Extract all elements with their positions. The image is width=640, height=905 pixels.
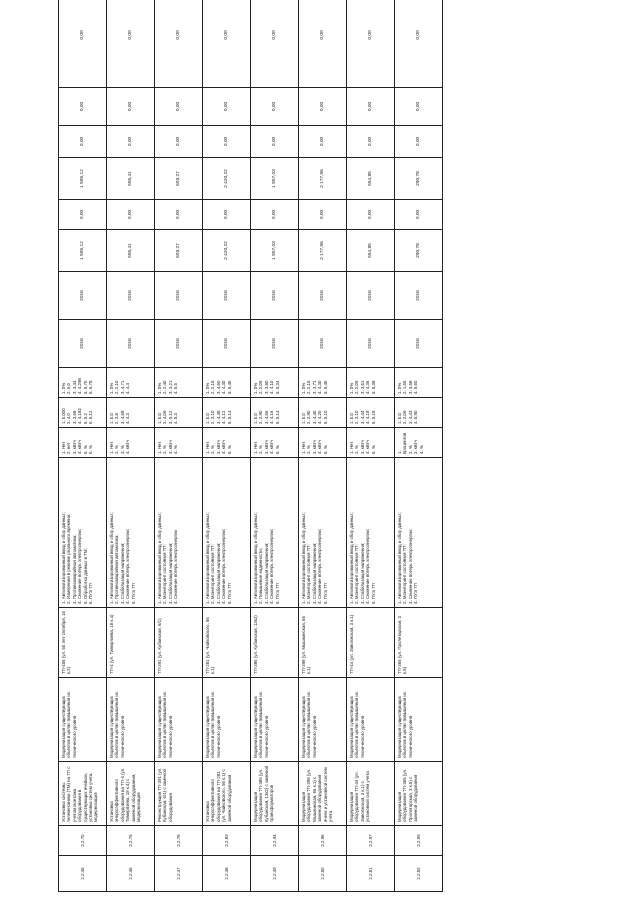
object-location: ТП-391 (ул. Кубанская, 6/1) — [155, 608, 203, 678]
values-after: 1. 0% 2. 1,55 3. 3,58 4. 5,60 — [395, 368, 443, 398]
end-year: 2016 — [299, 272, 347, 320]
cost-remaining: 0,00 — [395, 88, 443, 126]
end-year: 2016 — [251, 272, 299, 320]
units-list: 1. Нет 2. % 3. % 4. кВтч — [107, 428, 155, 458]
cost-other: 0,00 — [251, 126, 299, 158]
start-year: 2016 — [155, 320, 203, 368]
object-location: ТП-281 (ул. Чайковского, 56 к.1) — [203, 608, 251, 678]
row-number: 2.2.49 — [251, 856, 299, 892]
values-before: 1. 0,0 2. 2,90 3. 4,40 4. 4,20 5. 5,10 — [299, 398, 347, 428]
table-row — [107, 0, 155, 892]
units-list: 1. Нет 2. % 3. кВтч 4. кВтч 5. % — [347, 428, 395, 458]
end-year: 2016 — [395, 272, 443, 320]
measures-list: 1. Автоматизированный ввод и сбор данных; 2. Измерения в режиме реального времени; 3. Противоаварийная автоматика; 4. Снижение потерь электроэнергии; 5. Обработка данных в ТМ; 6. ПУЭ ТП — [59, 458, 107, 608]
cost-remaining: 0,00 — [155, 88, 203, 126]
cost-own: 0,00 — [203, 200, 251, 230]
cost-own: 0,00 — [395, 200, 443, 230]
cost-reserve: 0,00 — [395, 0, 443, 88]
cost-total: 554,85 — [347, 230, 395, 272]
project-type: Модернизация существующих объектов в целях повышения их технического уровня — [251, 678, 299, 762]
cost-remaining: 0,00 — [299, 88, 347, 126]
table-row — [395, 0, 443, 892]
project-code: 2.2.97 — [347, 826, 395, 856]
values-before: 1. 0,000 2. 4,0 3. 3,68 4. 4,182 5. 5,2 6. 5,12 — [59, 398, 107, 428]
project-code: 2.2.78 — [155, 826, 203, 856]
cost-financed: 2 177,56 — [299, 158, 347, 200]
values-before: 1. 0,0 2. 3,8 3. 4,68 4. 4,3 — [107, 398, 155, 428]
values-after: 1. 0% 2. 2,05 3. 3,80 4. 4,10 5. 5,34 — [251, 368, 299, 398]
start-year: 2016 — [59, 320, 107, 368]
cost-total: 2 177,56 — [299, 230, 347, 272]
cost-financed: 290,78 — [395, 158, 443, 200]
row-number: 2.2.50 — [299, 856, 347, 892]
cost-remaining: 0,00 — [107, 88, 155, 126]
values-before: 1. 0,0 2. 2,06 3. 4,43 4. 5,90 — [395, 398, 443, 428]
cost-total: 555,41 — [107, 230, 155, 272]
project-description: Установка системы телемеханики (ТМ) на ТП с учетом монтажа оборудования в существующих ячейках, установка систем учета, модернизация — [59, 762, 107, 826]
cost-own: 0,00 — [299, 200, 347, 230]
values-after: 1. 0% 2. 2,10 3. 4,71 4. 4,4 — [107, 368, 155, 398]
project-type: Модернизация существующих объектов в целях повышения их технического уровня — [395, 678, 443, 762]
project-code: 2.2.75 — [107, 826, 155, 856]
start-year: 2016 — [251, 320, 299, 368]
end-year: 2016 — [203, 272, 251, 320]
cost-financed: 555,41 — [107, 158, 155, 200]
cost-other: 0,00 — [299, 126, 347, 158]
values-after: 1. 0% 2. 6,0 3. 3,44 4. 4,298 5. 5,70 6. 5,78 — [59, 368, 107, 398]
measures-list: 1. Автоматизированный ввод и сбор данных; 2. Мониторинг состояния ТП; 3. Стабилизация напряжения; 4. Снижение потерь электроэнергии; 5. ПУЭ ТП — [299, 458, 347, 608]
table-row — [203, 0, 251, 892]
cost-reserve: 0,00 — [155, 0, 203, 88]
table-row — [59, 0, 107, 892]
values-after: 1. 0% 2. 2,15 3. 4,60 4. 4,30 5. 5,40 — [203, 368, 251, 398]
cost-own: 0,00 — [59, 200, 107, 230]
values-after: 1. 0% 2. 2,05 3. 3,61 4. 4,36 5. 5,38 — [347, 368, 395, 398]
cost-remaining: 0,00 — [347, 88, 395, 126]
cost-total: 603,27 — [155, 230, 203, 272]
values-before: 1. 0,0 2. 3,10 3. 4,48 4. 4,12 5. 5,14 — [203, 398, 251, 428]
units-list: 1. Нет 2. нет 3. кВтч 4. кВтч 5. % 6. % — [59, 428, 107, 458]
units-list: 1. Нет 2. % 3. кВтч 4. кВтч 5. % — [299, 428, 347, 458]
cost-other: 0,00 — [203, 126, 251, 158]
project-description: Установка энергоэффективного оборудования на ТП-281 (ул. Чайковского, 56 к.1) с заменой оборудования — [203, 762, 251, 826]
cost-reserve: 0,00 — [59, 0, 107, 88]
row-number: 2.2.46 — [107, 856, 155, 892]
project-type: Модернизация существующих объектов в целях повышения их технического уровня — [107, 678, 155, 762]
project-code: 2.2.94 — [251, 826, 299, 856]
project-description: Модернизация оборудования ТП-365 (ул. Пролетарская, 3 к.5) с заменой оборудования — [395, 762, 443, 826]
object-location: ТП-455 (ул. 50 лет Октября, 16 к.2) — [59, 608, 107, 678]
cost-other: 0,00 — [59, 126, 107, 158]
values-before: 1. 0,0 2. 4,06 3. 5,12 4. 5,3 — [155, 398, 203, 428]
start-year: 2016 — [299, 320, 347, 368]
measures-list: 1. Автоматизированный ввод и сбор данных; 2. Повышение надежности; 3. Стабилизация напряжения; 4. Снижение потерь электроэнергии; 5. ПУЭ ТП — [251, 458, 299, 608]
values-before: 1. 0,0 2. 3,10 3. 4,44 4. 4,18 5. 5,18 — [347, 398, 395, 428]
start-year: 2016 — [203, 320, 251, 368]
table-row — [347, 0, 395, 892]
row-number: 2.2.47 — [155, 856, 203, 892]
cost-total: 1 957,03 — [251, 230, 299, 272]
cost-financed: 1 957,03 — [251, 158, 299, 200]
object-location: ТП-44 (ул. Заволжская, 3 к.1) — [347, 608, 395, 678]
cost-remaining: 0,00 — [59, 88, 107, 126]
measures-list: 1. Автоматизированный ввод и сбор данных; 2. Мониторинг состояния ТП; 3. Снижение потерь электроэнергии; 4. ПУЭ ТП — [395, 458, 443, 608]
project-type: Модернизация существующих объектов в целях повышения их технического уровня — [347, 678, 395, 762]
table-row — [155, 0, 203, 892]
table-body — [59, 0, 443, 892]
row-number: 2.2.52 — [395, 856, 443, 892]
project-type: Модернизация существующих объектов в целях повышения их технического уровня — [203, 678, 251, 762]
project-description: Реконструкция ТП-391 (ул. Кубанская, 6/1) с заменой оборудования — [155, 762, 203, 826]
project-type: Модернизация существующих объектов в целях повышения их технического уровня — [59, 678, 107, 762]
units-list: 1. Нет 2. % 3. кВтч 4. кВтч 5. % — [203, 428, 251, 458]
cost-other: 0,00 — [155, 126, 203, 158]
project-description: Модернизация оборудования ТП-398 (ул. Мышкинская, 66 к.1) с заменой оборудования ячеек и установкой систем учета — [299, 762, 347, 826]
end-year: 2016 — [59, 272, 107, 320]
end-year: 2016 — [155, 272, 203, 320]
project-description: Модернизация оборудования ТП-385 (ул. Кубанская, 13к2) с заменой трансформаторов — [251, 762, 299, 826]
end-year: 2016 — [107, 272, 155, 320]
project-code: 2.2.70 — [59, 826, 107, 856]
cost-reserve: 0,00 — [347, 0, 395, 88]
object-location: ТП-398 (ул. Мышкинская, 66 к.1) — [299, 608, 347, 678]
end-year: 2016 — [347, 272, 395, 320]
cost-financed: 1 595,12 — [59, 158, 107, 200]
start-year: 2016 — [107, 320, 155, 368]
cost-financed: 2 420,22 — [203, 158, 251, 200]
object-location: ТП-385 (ул. Кубанская, 13к2) — [251, 608, 299, 678]
row-number: 2.2.51 — [347, 856, 395, 892]
project-code: 2.2.99 — [395, 826, 443, 856]
start-year: 2016 — [347, 320, 395, 368]
project-code: 2.2.83 — [203, 826, 251, 856]
row-number: 2.2.45 — [59, 856, 107, 892]
units-list: 1. Нет 2. % 3. кВтч 4. % — [155, 428, 203, 458]
investment-program-table — [58, 0, 443, 892]
project-type: Модернизация существующих объектов в целях повышения их технического уровня — [299, 678, 347, 762]
units-list: 1. процентов 2. % 3. кВтч 4. % — [395, 428, 443, 458]
cost-remaining: 0,00 — [203, 88, 251, 126]
project-description: Модернизация оборудования ТП-44 (ул. Заволжская, 3 к.1) с установкой систем учета — [347, 762, 395, 826]
cost-total: 1 595,12 — [59, 230, 107, 272]
cost-remaining: 0,00 — [251, 88, 299, 126]
cost-other: 0,00 — [107, 126, 155, 158]
table-row — [251, 0, 299, 892]
cost-total: 2 420,22 — [203, 230, 251, 272]
project-type: Модернизация существующих объектов в целях повышения их технического уровня — [155, 678, 203, 762]
row-number: 2.2.48 — [203, 856, 251, 892]
cost-own: 0,00 — [347, 200, 395, 230]
measures-list: 1. Автоматизированный ввод и сбор данных; 2. Мониторинг состояния ТП; 3. Стабилизация напряжения; 4. Снижение потерь электроэнергии; 5. ПУЭ ТП — [203, 458, 251, 608]
cost-reserve: 0,00 — [299, 0, 347, 88]
project-description: Установка энергоэффективного оборудования на ТП-4 (ул. Тимирязева, 18 к.4) с заменой оборудования, модернизация — [107, 762, 155, 826]
values-before: 1. 0,0 2. 2,90 3. 4,56 4. 4,16 5. 5,14 — [251, 398, 299, 428]
cost-reserve: 0,00 — [107, 0, 155, 88]
table-row — [299, 0, 347, 892]
cost-reserve: 0,00 — [203, 0, 251, 88]
cost-financed: 603,27 — [155, 158, 203, 200]
cost-financed: 554,85 — [347, 158, 395, 200]
values-after: 1. 0% 2. 2,15 3. 3,71 4. 4,30 5. 5,40 — [299, 368, 347, 398]
cost-own: 0,00 — [155, 200, 203, 230]
measures-list: 1. Автоматизированный ввод и сбор данных; 2. Противоаварийная автоматика; 3. Стабилизация напряжения; 4. Снижение потерь электроэнергии; 5. ПУЭ ТП — [107, 458, 155, 608]
values-after: 1. 0% 2. 2,40 3. 3,21 4. 5,5 — [155, 368, 203, 398]
cost-other: 0,00 — [395, 126, 443, 158]
cost-other: 0,00 — [347, 126, 395, 158]
units-list: 1. Нет 2. % 3. кВтч 4. кВтч 5. % — [251, 428, 299, 458]
object-location: ТП-365 (ул. Пролетарская, 3 к.5) — [395, 608, 443, 678]
project-code: 2.2.96 — [299, 826, 347, 856]
cost-own: 0,00 — [107, 200, 155, 230]
measures-list: 1. Автоматизированный ввод и сбор данных; 2. Мониторинг состояния ТП; 3. Стабилизация напряжения; 4. Снижение потерь электроэнергии — [155, 458, 203, 608]
measures-list: 1. Автоматизированный ввод и сбор данных; 2. Мониторинг состояния ТП; 3. Стабилизация напряжения; 4. Снижение потерь электроэнергии; 5. ПУЭ ТП — [347, 458, 395, 608]
object-location: ТП-4 (ул. Тимирязева, 18 к.4) — [107, 608, 155, 678]
start-year: 2016 — [395, 320, 443, 368]
cost-reserve: 0,00 — [251, 0, 299, 88]
cost-own: 0,00 — [251, 200, 299, 230]
cost-total: 290,78 — [395, 230, 443, 272]
